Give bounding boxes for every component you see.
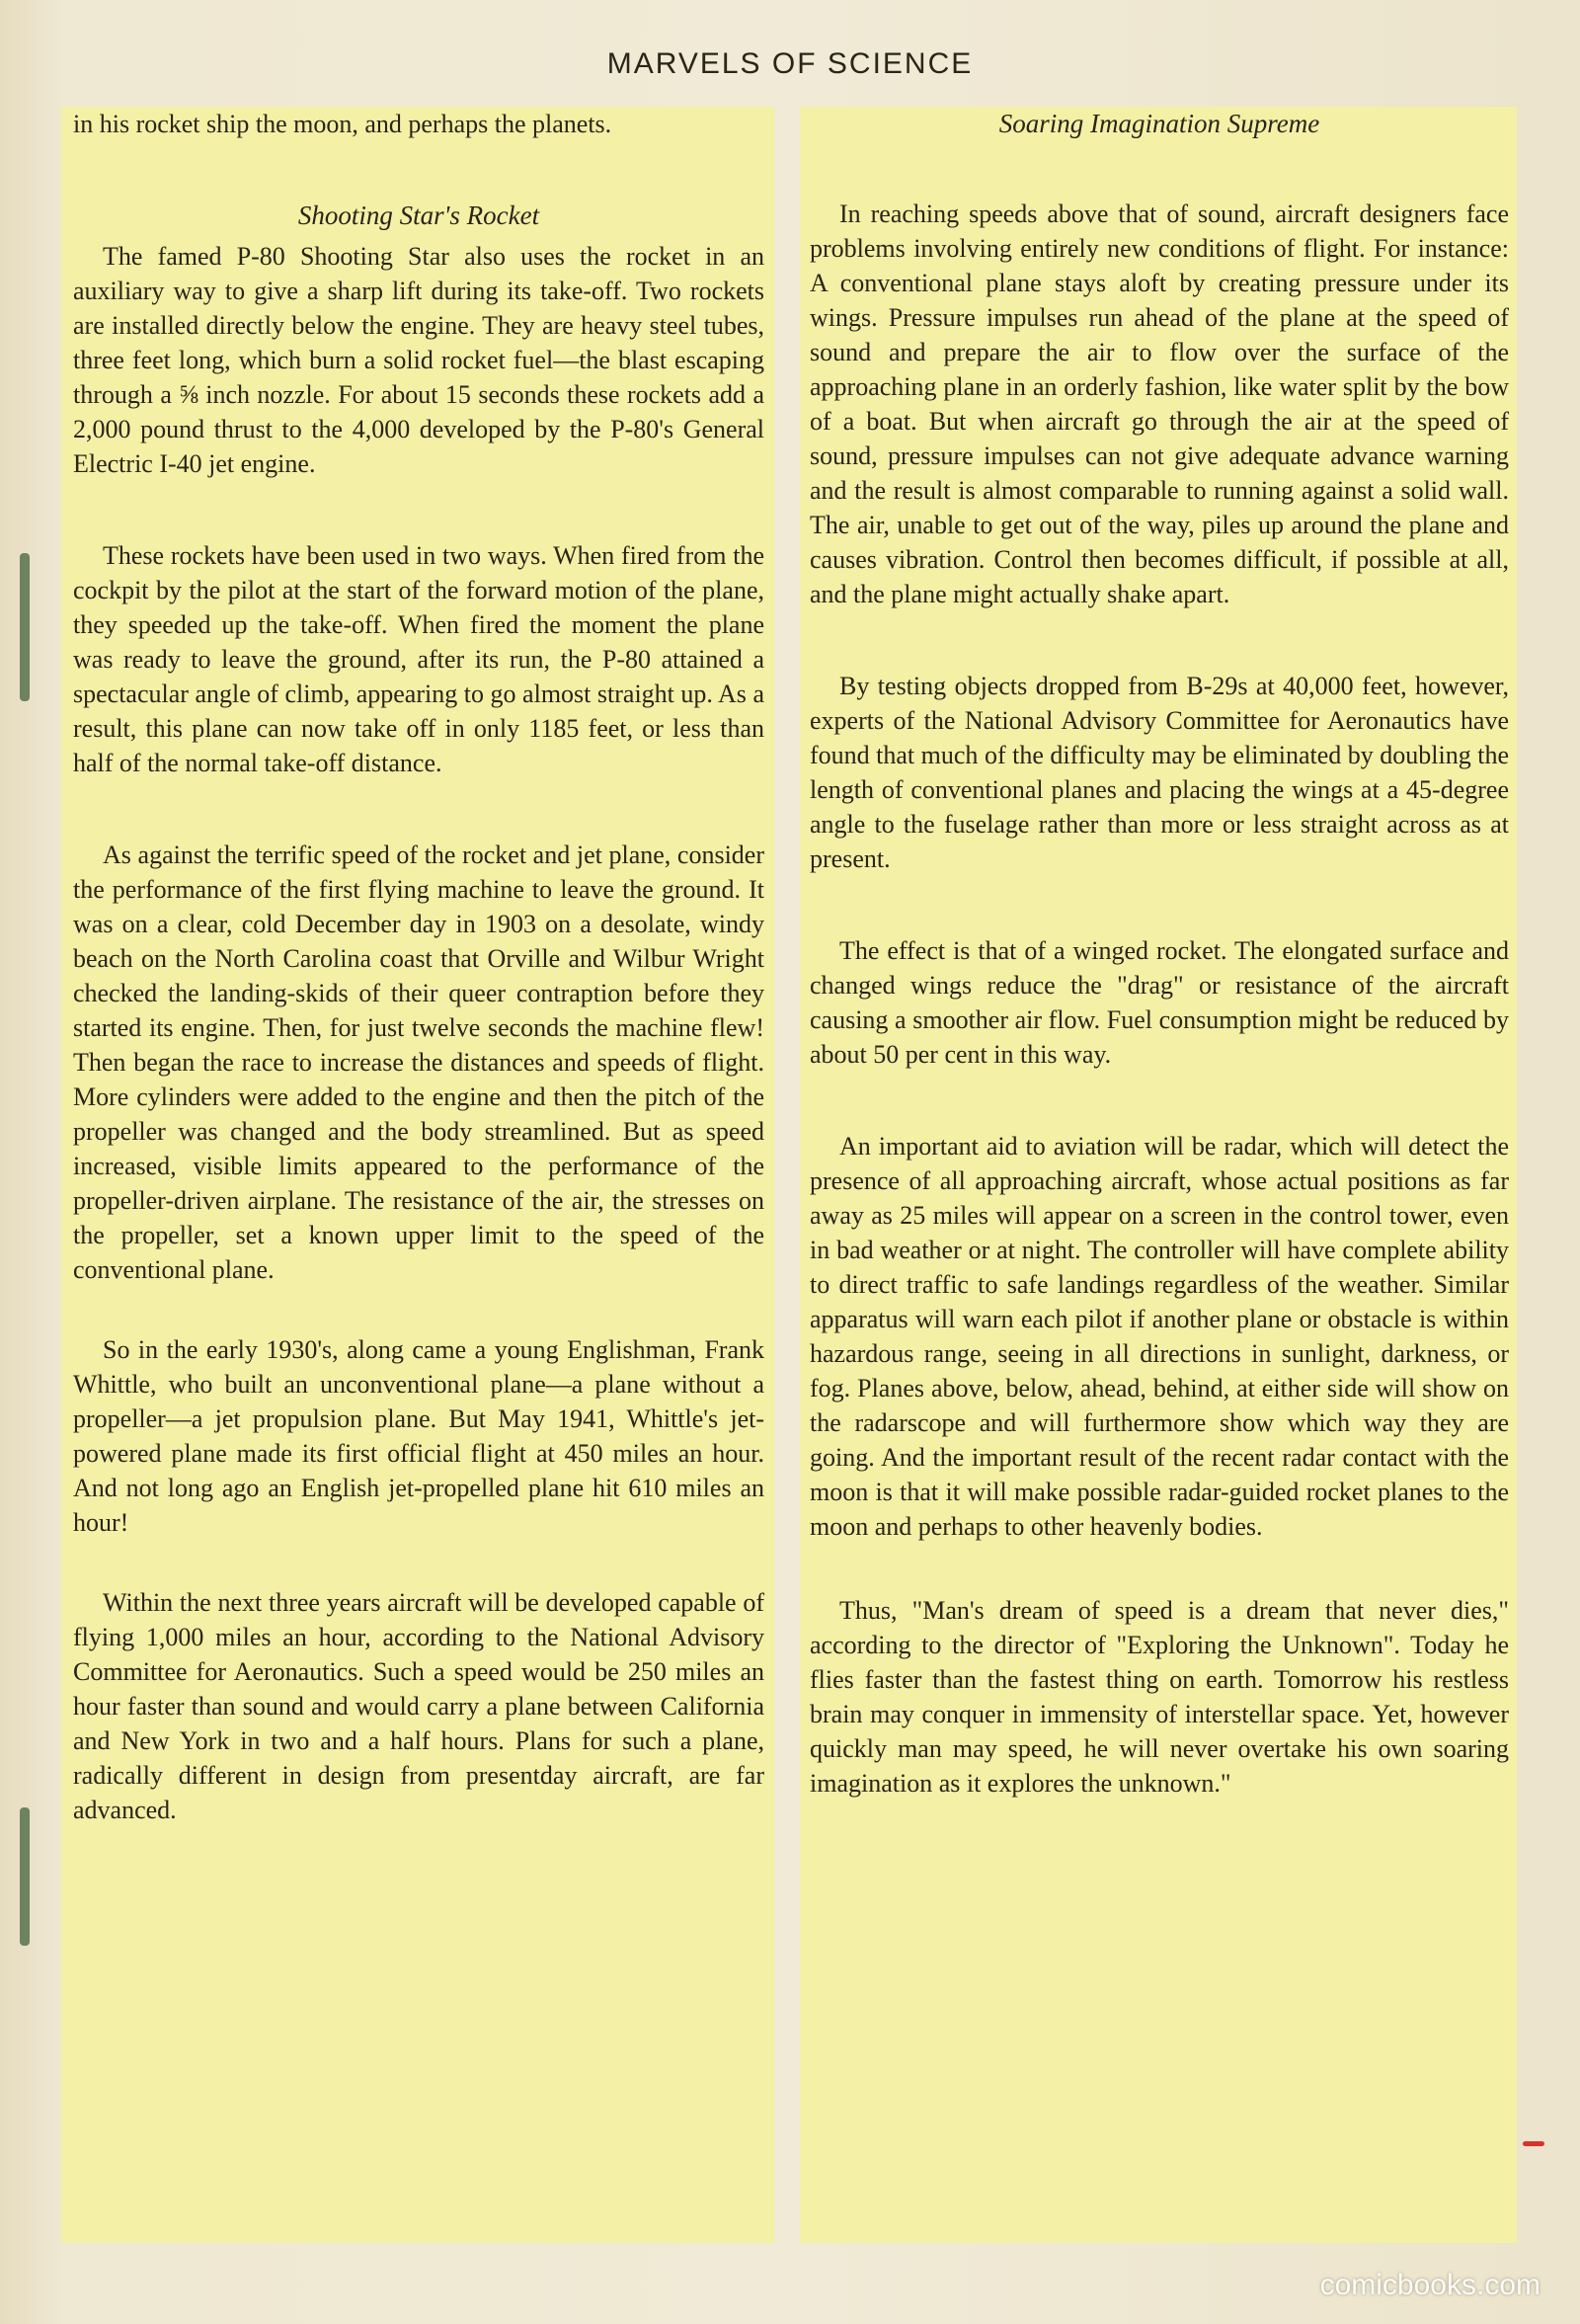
left-paragraph-4: So in the early 1930's, along came a young Englishman, Frank Whittle, who built an unconventional plane—a plane without a propeller—a jet propulsion plane. But May 1941, Whittle's jet-powered plane made its first official flight at 450 miles an hour. And not long ago an English jet-propelled plane hit 610 miles an hour! xyxy=(73,1335,764,1537)
right-paragraph-1: In reaching speeds above that of sound, aircraft designers face problems involving entirely new conditions of flight. For instance: A conventional plane stays aloft by creating pressure under its wings. Pressure impulses run ahead of the plane at the speed of sound and prepare the air to flow over the surface of the approaching plane in an orderly fashion, like water split by the bow of a boat. But when aircraft go through the air at the speed of sound, pressure impulses can not give adequate advance warning and the result is almost comparable to running against a solid wall. The air, unable to get out of the way, piles up around the plane and causes vibration. Control then becomes difficult, if possible at all, and the plane might actually shake apart. xyxy=(810,200,1509,608)
watermark: comicbooks.com xyxy=(1319,2269,1540,2301)
staple-top xyxy=(20,553,30,701)
section-heading-soaring-imagination: Soaring Imagination Supreme xyxy=(998,109,1320,138)
right-paragraph-2: By testing objects dropped from B-29s at 40,000 feet, however, experts of the National Advisory Committee for Aeronautics have found that much of the difficulty may be eliminated by doubling the length of conventional planes and placing the wings at a 45-degree angle to the fuselage rather than more or less straight across as at present. xyxy=(810,672,1509,873)
staple-bottom xyxy=(20,1807,30,1946)
left-paragraph-3: As against the terrific speed of the rocket and jet plane, consider the performance of the first flying machine to leave the ground. It was on a clear, cold December day in 1903 on a desolate, windy beach on the North Carolina coast that Orville and Wilbur Wright checked the landing-skids of their queer contraption before they started its engine. Then, for just twelve seconds the machine flew! Then began the race to increase the distances and speeds of flight. More cylinders were added to the engine and then the pitch of the propeller was changed and the body streamlined. But as speed increased, visible limits appeared to the performance of the propeller-driven airplane. The resistance of the air, the stresses on the propeller, set a known upper limit to the speed of the conventional plane. xyxy=(73,841,764,1284)
left-paragraph-5: Within the next three years aircraft will be developed capable of flying 1,000 miles an hour, according to the National Advisory Committee for Aeronautics. Such a speed would be 250 miles an hour faster than sound and would carry a plane between California and New York in two and a half hours. Plans for such a plane, radically different in design from presentday aircraft, are far advanced. xyxy=(73,1588,764,1824)
page-header: MARVELS OF SCIENCE xyxy=(606,47,974,80)
right-column xyxy=(800,107,1517,2243)
right-paragraph-4: An important aid to aviation will be radar, which will detect the presence of all approaching aircraft, whose actual positions as far away as 25 miles will appear on a screen in the control tower, even in bad weather or at night. The controller will have complete ability to direct traffic to safe landings regardless of the weather. Similar apparatus will warn each pilot if another plane or obstacle is within hazardous range, seeing in all directions in sunlight, darkness, or fog. Planes above, below, ahead, behind, at either side will show on the radarscope and will furthermore show which way they are going. And the important result of the recent radar contact with the moon is that it will make possible radar-guided rocket planes to the moon and perhaps to other heavenly bodies. xyxy=(810,1132,1509,1541)
red-ink-mark xyxy=(1523,2141,1544,2146)
left-paragraph-1: The famed P-80 Shooting Star also uses the rocket in an auxiliary way to give a sharp lift during its take-off. Two rockets are installed directly below the engine. They are heavy steel tubes, three feet long, which burn a solid rocket fuel—the blast escaping through a ⅝ inch nozzle. For about 15 seconds these rockets add a 2,000 pound thrust to the 4,000 developed by the P-80's General Electric I-40 jet engine. xyxy=(73,242,764,478)
right-paragraph-3: The effect is that of a winged rocket. The elongated surface and changed wings reduce the "drag" or resistance of the aircraft causing a smoother air flow. Fuel consumption might be reduced by about 50 per cent in this way. xyxy=(810,936,1509,1069)
left-paragraph-2: These rockets have been used in two ways. When fired from the cockpit by the pilot at the start of the forward motion of the plane, they speeded up the take-off. When fired the moment the plane was ready to leave the ground, after its run, the P-80 attained a spectacular angle of climb, appearing to go almost straight up. As a result, this plane can now take off in only 1185 feet, or less than half of the normal take-off distance. xyxy=(73,541,764,777)
right-paragraph-5: Thus, "Man's dream of speed is a dream that never dies," according to the director of "Exploring the Unknown". Today he flies faster than the fastest thing on earth. Tomorrow his restless brain may conquer in immensity of interstellar space. Yet, however quickly man may speed, he will never overtake his own soaring imagination as it explores the unknown." xyxy=(810,1596,1509,1798)
section-heading-shooting-star: Shooting Star's Rocket xyxy=(297,200,540,230)
opening-line: in his rocket ship the moon, and perhaps the planets. xyxy=(73,110,612,138)
left-column xyxy=(61,107,774,2243)
